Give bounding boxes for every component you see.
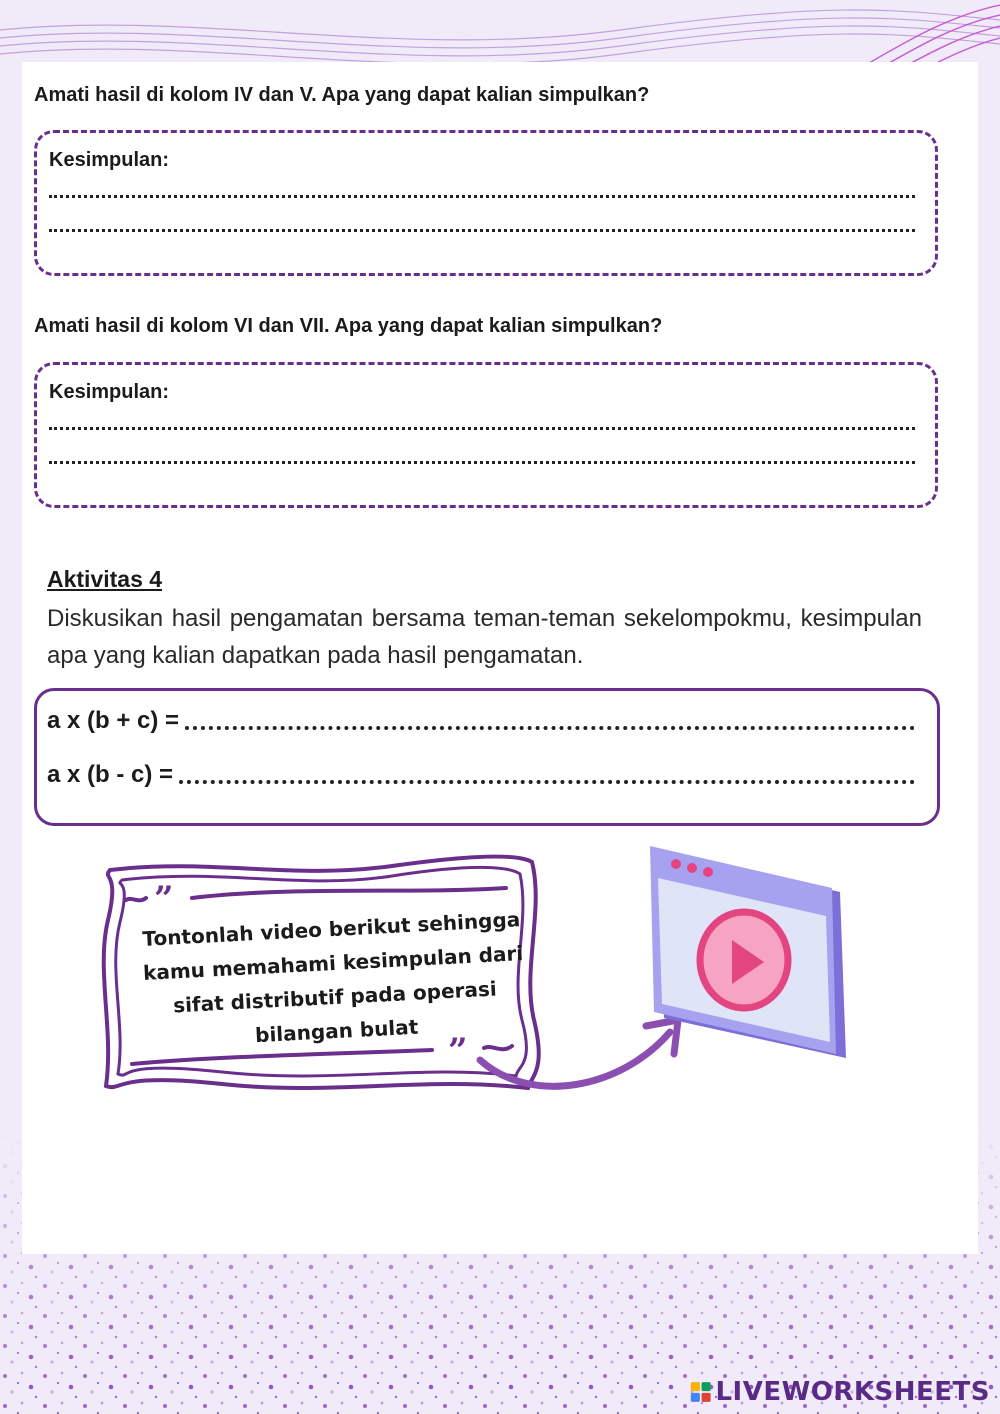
brand-name: LIVEWORKSHEETS bbox=[715, 1377, 990, 1407]
liveworksheets-logo-icon bbox=[690, 1379, 711, 1405]
formula-subtraction: a x (b - c) = bbox=[47, 761, 174, 788]
conclusion-label: Kesimpulan: bbox=[49, 381, 170, 403]
question-kolom-vi-vii: Amati hasil di kolom VI dan VII. Apa yang dapat kalian simpulkan? bbox=[34, 315, 663, 337]
formula-addition: a x (b + c) = bbox=[47, 707, 180, 734]
answer-line[interactable] bbox=[49, 461, 915, 464]
answer-line[interactable] bbox=[49, 427, 915, 430]
svg-text:”: ” bbox=[154, 879, 174, 919]
question-kolom-iv-v: Amati hasil di kolom IV dan V. Apa yang dapat kalian simpulkan? bbox=[34, 84, 650, 106]
conclusion-box-a bbox=[34, 130, 938, 276]
formula-row bbox=[47, 761, 915, 789]
conclusion-box-b bbox=[34, 362, 938, 508]
svg-text:”: ” bbox=[448, 1031, 468, 1071]
activity-instructions: Diskusikan hasil pengamatan bersama teman-teman sekelompokmu, kesimpulan apa yang kalian dapatkan pada hasil pengamatan. bbox=[47, 605, 922, 669]
answer-line[interactable] bbox=[185, 726, 915, 730]
answer-line[interactable] bbox=[179, 780, 915, 784]
formula-box bbox=[34, 688, 940, 826]
formula-row bbox=[47, 707, 915, 735]
liveworksheets-logo bbox=[690, 1375, 990, 1409]
conclusion-label: Kesimpulan: bbox=[49, 149, 170, 171]
answer-line[interactable] bbox=[49, 229, 915, 232]
play-video-icon[interactable] bbox=[640, 840, 860, 1070]
activity-title: Aktivitas 4 bbox=[47, 566, 163, 592]
answer-line[interactable] bbox=[49, 195, 915, 198]
callout-message: Tontonlah video berikut sehingga kamu memahami kesimpulan dari sifat distributif pada operasi bilangan bulat bbox=[141, 907, 524, 1048]
